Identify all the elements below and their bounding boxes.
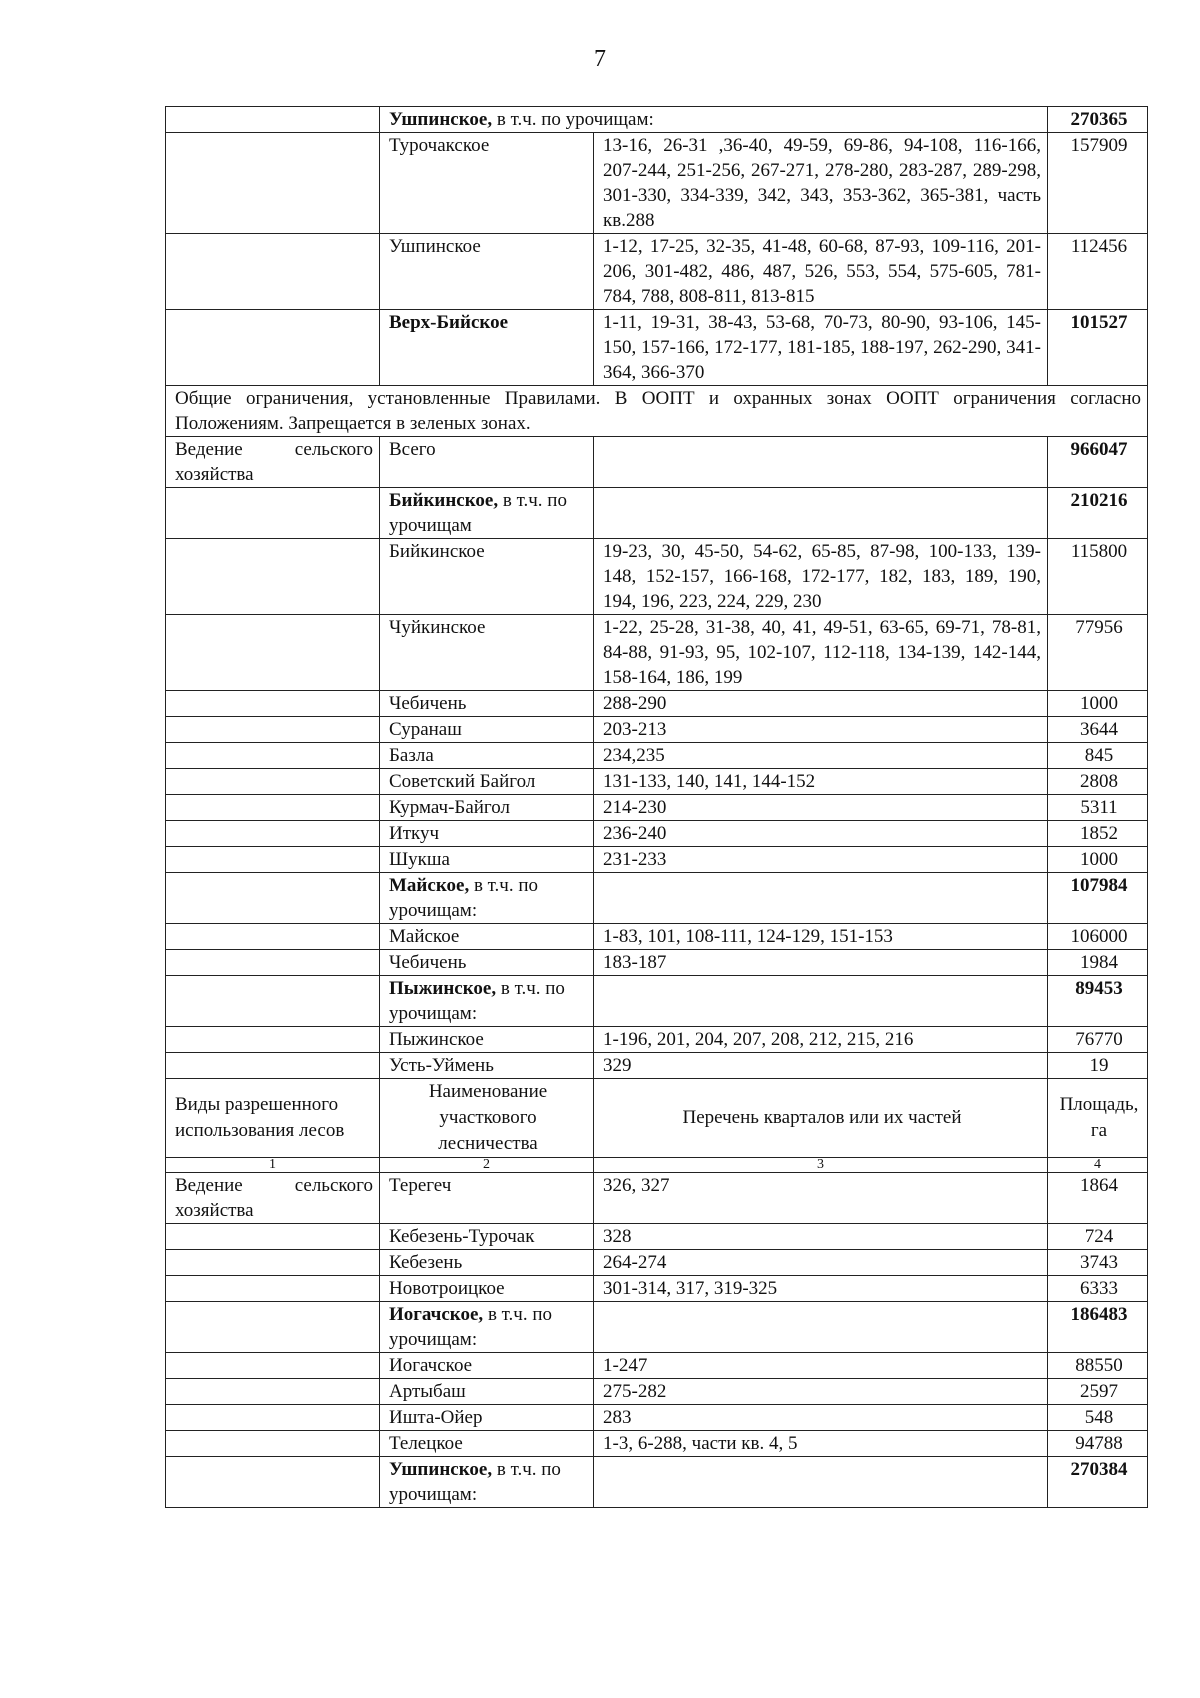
forestry-name-cell: [380, 1224, 594, 1250]
area-cell: 6333: [1048, 1276, 1148, 1302]
use-type-cell: [166, 821, 380, 847]
area-cell: 2808: [1048, 769, 1148, 795]
area-cell: 19: [1048, 1053, 1148, 1079]
table-row: [166, 717, 1148, 743]
area-cell: 548: [1048, 1405, 1148, 1431]
table-row: [166, 1276, 1148, 1302]
forestry-name-cell: [380, 488, 594, 539]
quarters-cell: 231-233: [594, 847, 1048, 873]
use-type-cell: [166, 539, 380, 615]
quarters-cell: 236-240: [594, 821, 1048, 847]
forestry-name-cell: [380, 1302, 594, 1353]
table-row: [166, 310, 1148, 386]
forestry-name-text: в т.ч. по урочищам:: [492, 109, 654, 130]
table-column-numbers-row: [166, 1158, 1148, 1173]
area-cell: 724: [1048, 1224, 1148, 1250]
area-cell: 112456: [1048, 234, 1148, 310]
quarters-cell: 264-274: [594, 1250, 1048, 1276]
area-cell: 157909: [1048, 133, 1148, 234]
forestry-name-text: Чебичень: [389, 693, 467, 714]
forestry-name-text: Ишта-Ойер: [389, 1407, 483, 1428]
table-row: [166, 1431, 1148, 1457]
use-type-cell: [166, 795, 380, 821]
column-number-3: 3: [594, 1158, 1048, 1173]
forestry-name-cell: [380, 821, 594, 847]
area-cell: 2597: [1048, 1379, 1148, 1405]
forestry-name-cell: [380, 1027, 594, 1053]
forestry-name-cell: [380, 1457, 594, 1508]
use-type-cell: Ведение сельского хозяйства: [166, 1173, 380, 1224]
table-row: [166, 107, 1148, 133]
area-cell: 3743: [1048, 1250, 1148, 1276]
forestry-name-bold: Ушпинское,: [389, 1459, 493, 1480]
forestry-name-text: Иогачское: [389, 1355, 473, 1376]
forestry-name-cell: [380, 1250, 594, 1276]
use-type-cell: [166, 488, 380, 539]
forestry-name-text: Новотроицкое: [389, 1278, 505, 1299]
forestry-name-text: Бийкинское: [389, 541, 485, 562]
forestry-name-text: в т.ч. по урочищам:: [389, 978, 565, 1024]
header-forestry-name: Наименование участкового лесничества: [380, 1079, 594, 1158]
forest-use-table: [165, 106, 1148, 1508]
use-type-cell: [166, 691, 380, 717]
table-row: [166, 1250, 1148, 1276]
column-number-1: 1: [166, 1158, 380, 1173]
forestry-name-text: Чебичень: [389, 952, 467, 973]
forestry-name-text: Кебезень-Турочак: [389, 1226, 535, 1247]
use-type-cell: [166, 769, 380, 795]
header-area: Площадь, га: [1048, 1079, 1148, 1158]
use-type-cell: [166, 234, 380, 310]
table-row: [166, 1405, 1148, 1431]
quarters-cell: [594, 488, 1048, 539]
forestry-name-cell: [380, 743, 594, 769]
header-quarters: Перечень кварталов или их частей: [594, 1079, 1048, 1158]
use-type-cell: [166, 924, 380, 950]
area-cell: 94788: [1048, 1431, 1148, 1457]
forestry-name-bold: Иогачское,: [389, 1304, 484, 1325]
area-cell: 1852: [1048, 821, 1148, 847]
general-note: Общие ограничения, установленные Правилами. В ООПТ и охранных зонах ООПТ ограничения согласно Положениям. Запрещается в зеленых зонах.: [166, 386, 1148, 437]
column-number-2: 2: [380, 1158, 594, 1173]
area-cell: 115800: [1048, 539, 1148, 615]
forestry-name-text: Всего: [389, 439, 436, 460]
table-row: [166, 615, 1148, 691]
use-type-cell: [166, 1353, 380, 1379]
forestry-name-cell: [380, 539, 594, 615]
area-cell: 76770: [1048, 1027, 1148, 1053]
quarters-cell: 1-83, 101, 108-111, 124-129, 151-153: [594, 924, 1048, 950]
table-row: [166, 1353, 1148, 1379]
table-row: [166, 795, 1148, 821]
quarters-cell: 1-3, 6-288, части кв. 4, 5: [594, 1431, 1048, 1457]
table-row: [166, 488, 1148, 539]
quarters-cell: 131-133, 140, 141, 144-152: [594, 769, 1048, 795]
quarters-cell: 13-16, 26-31 ,36-40, 49-59, 69-86, 94-108, 116-166, 207-244, 251-256, 267-271, 278-280, 283-287, 289-298, 301-330, 334-339, 342, 343, 353-362, 365-381, часть кв.288: [594, 133, 1048, 234]
forestry-name-text: в т.ч. по урочищам:: [389, 1304, 553, 1350]
table-row: [166, 924, 1148, 950]
table-header-repeat: [166, 1079, 1148, 1173]
forestry-name-cell: [380, 873, 594, 924]
area-cell: 1000: [1048, 691, 1148, 717]
quarters-cell: 1-11, 19-31, 38-43, 53-68, 70-73, 80-90, 93-106, 145-150, 157-166, 172-177, 181-185, 188-197, 262-290, 341-364, 366-370: [594, 310, 1048, 386]
quarters-cell: 326, 327: [594, 1173, 1048, 1224]
forestry-name-cell: [380, 133, 594, 234]
use-type-cell: [166, 615, 380, 691]
table-row: [166, 1302, 1148, 1353]
quarters-cell: 183-187: [594, 950, 1048, 976]
table-row: [166, 847, 1148, 873]
quarters-cell: 328: [594, 1224, 1048, 1250]
forestry-name-cell: [380, 795, 594, 821]
area-cell: 3644: [1048, 717, 1148, 743]
use-type-cell: Ведение сельского хозяйства: [166, 437, 380, 488]
table-row: [166, 873, 1148, 924]
forestry-name-bold: Ушпинское,: [389, 109, 493, 130]
table-row: [166, 437, 1148, 488]
forestry-name-text: Майское: [389, 926, 460, 947]
quarters-cell: 275-282: [594, 1379, 1048, 1405]
forestry-name-text: Артыбаш: [389, 1381, 466, 1402]
quarters-cell: 19-23, 30, 45-50, 54-62, 65-85, 87-98, 100-133, 139-148, 152-157, 166-168, 172-177, 182, 183, 189, 190, 194, 196, 223, 224, 229, 230: [594, 539, 1048, 615]
forestry-name-cell: [380, 1353, 594, 1379]
use-type-cell: [166, 976, 380, 1027]
forestry-name-cell: [380, 1173, 594, 1224]
table-section-agriculture-continued: [166, 1173, 1148, 1508]
forestry-name-cell: [380, 1379, 594, 1405]
forestry-name-cell: [380, 691, 594, 717]
use-type-cell: [166, 847, 380, 873]
forestry-name-cell: [380, 1053, 594, 1079]
table-row: [166, 1224, 1148, 1250]
forestry-name-text: Телецкое: [389, 1433, 463, 1454]
page-number: 7: [594, 46, 606, 72]
quarters-cell: 214-230: [594, 795, 1048, 821]
use-type-cell: [166, 1431, 380, 1457]
forestry-name-cell: [380, 437, 594, 488]
area-cell: 210216: [1048, 488, 1148, 539]
forestry-name-bold: Верх-Бийское: [389, 312, 509, 333]
quarters-cell: [594, 437, 1048, 488]
area-cell: 845: [1048, 743, 1148, 769]
forestry-name-cell: [380, 769, 594, 795]
table-row: [166, 1173, 1148, 1224]
use-type-cell: [166, 1276, 380, 1302]
forestry-name-cell: [380, 310, 594, 386]
table-row: [166, 1027, 1148, 1053]
header-use-type: Виды разрешенного использования лесов: [166, 1079, 380, 1158]
forestry-name-cell: [380, 1431, 594, 1457]
forestry-name-cell: [380, 1276, 594, 1302]
table-row: [166, 1053, 1148, 1079]
forestry-name-text: Турочакское: [389, 135, 490, 156]
forestry-name-text: Базла: [389, 745, 434, 766]
forestry-name-text: Суранаш: [389, 719, 462, 740]
area-cell: 107984: [1048, 873, 1148, 924]
forestry-name-cell: [380, 924, 594, 950]
table-section-top: [166, 107, 1148, 386]
use-type-cell: [166, 310, 380, 386]
quarters-cell: [594, 1457, 1048, 1508]
forestry-name-text: Чуйкинское: [389, 617, 486, 638]
table-row: [166, 743, 1148, 769]
use-type-cell: [166, 1250, 380, 1276]
quarters-cell: 1-247: [594, 1353, 1048, 1379]
area-cell: 270365: [1048, 107, 1148, 133]
quarters-cell: 1-12, 17-25, 32-35, 41-48, 60-68, 87-93, 109-116, 201-206, 301-482, 486, 487, 526, 553, 554, 575-605, 781-784, 788, 808-811, 813-815: [594, 234, 1048, 310]
forestry-name-cell: [380, 950, 594, 976]
table-row: [166, 133, 1148, 234]
forestry-name-text: в т.ч. по урочищам:: [389, 1459, 561, 1505]
area-cell: 1000: [1048, 847, 1148, 873]
forestry-name-text: Иткуч: [389, 823, 440, 844]
forestry-name-text: Шукша: [389, 849, 450, 870]
table-section-agriculture: [166, 437, 1148, 1079]
forestry-name-text: Пыжинское: [389, 1029, 484, 1050]
quarters-cell: 288-290: [594, 691, 1048, 717]
quarters-cell: [594, 1302, 1048, 1353]
forestry-name-text: Ушпинское: [389, 236, 481, 257]
table-row: [166, 691, 1148, 717]
area-cell: 101527: [1048, 310, 1148, 386]
area-cell: 88550: [1048, 1353, 1148, 1379]
forestry-name-bold: Майское,: [389, 875, 470, 896]
quarters-cell: [594, 873, 1048, 924]
area-cell: 186483: [1048, 1302, 1148, 1353]
forestry-name-text: Усть-Уймень: [389, 1055, 494, 1076]
use-type-cell: [166, 1027, 380, 1053]
use-type-cell: [166, 873, 380, 924]
table-row: [166, 769, 1148, 795]
quarters-cell: 234,235: [594, 743, 1048, 769]
quarters-cell: 1-22, 25-28, 31-38, 40, 41, 49-51, 63-65, 69-71, 78-81, 84-88, 91-93, 95, 102-107, 112-118, 134-139, 142-144, 158-164, 186, 199: [594, 615, 1048, 691]
forestry-name-text: Кебезень: [389, 1252, 463, 1273]
forestry-name-cell: [380, 976, 594, 1027]
table-row: [166, 539, 1148, 615]
area-cell: 77956: [1048, 615, 1148, 691]
table-row: [166, 976, 1148, 1027]
quarters-cell: 301-314, 317, 319-325: [594, 1276, 1048, 1302]
use-type-cell: [166, 1053, 380, 1079]
column-number-4: 4: [1048, 1158, 1148, 1173]
forestry-name-cell: [380, 717, 594, 743]
table-row: [166, 821, 1148, 847]
quarters-cell: 329: [594, 1053, 1048, 1079]
use-type-cell: [166, 1224, 380, 1250]
quarters-cell: [594, 976, 1048, 1027]
forestry-name-cell: [380, 107, 1048, 133]
use-type-cell: [166, 1379, 380, 1405]
forestry-name-bold: Бийкинское,: [389, 490, 499, 511]
area-cell: 5311: [1048, 795, 1148, 821]
area-cell: 89453: [1048, 976, 1148, 1027]
forestry-name-text: в т.ч. по урочищам: [389, 490, 567, 536]
area-cell: 106000: [1048, 924, 1148, 950]
table-row: [166, 234, 1148, 310]
forestry-name-bold: Пыжинское,: [389, 978, 497, 999]
area-cell: 1984: [1048, 950, 1148, 976]
table-section-note: [166, 386, 1148, 437]
quarters-cell: 203-213: [594, 717, 1048, 743]
quarters-cell: 1-196, 201, 204, 207, 208, 212, 215, 216: [594, 1027, 1048, 1053]
use-type-cell: [166, 1457, 380, 1508]
forestry-name-text: в т.ч. по урочищам:: [389, 875, 539, 921]
quarters-cell: 283: [594, 1405, 1048, 1431]
use-type-cell: [166, 133, 380, 234]
table-header-row: [166, 1079, 1148, 1158]
forestry-name-cell: [380, 847, 594, 873]
forestry-name-text: Курмач-Байгол: [389, 797, 510, 818]
use-type-cell: [166, 1405, 380, 1431]
table-row: [166, 950, 1148, 976]
use-type-cell: [166, 950, 380, 976]
area-cell: 270384: [1048, 1457, 1148, 1508]
table-row: [166, 1457, 1148, 1508]
forestry-name-text: Советский Байгол: [389, 771, 536, 792]
use-type-cell: [166, 1302, 380, 1353]
forestry-name-cell: [380, 615, 594, 691]
use-type-cell: [166, 717, 380, 743]
table-row: [166, 1379, 1148, 1405]
forestry-name-cell: [380, 1405, 594, 1431]
area-cell: 966047: [1048, 437, 1148, 488]
general-note-row: [166, 386, 1148, 437]
area-cell: 1864: [1048, 1173, 1148, 1224]
forestry-name-text: Терегеч: [389, 1175, 452, 1196]
use-type-cell: [166, 107, 380, 133]
use-type-cell: [166, 743, 380, 769]
forestry-name-cell: [380, 234, 594, 310]
